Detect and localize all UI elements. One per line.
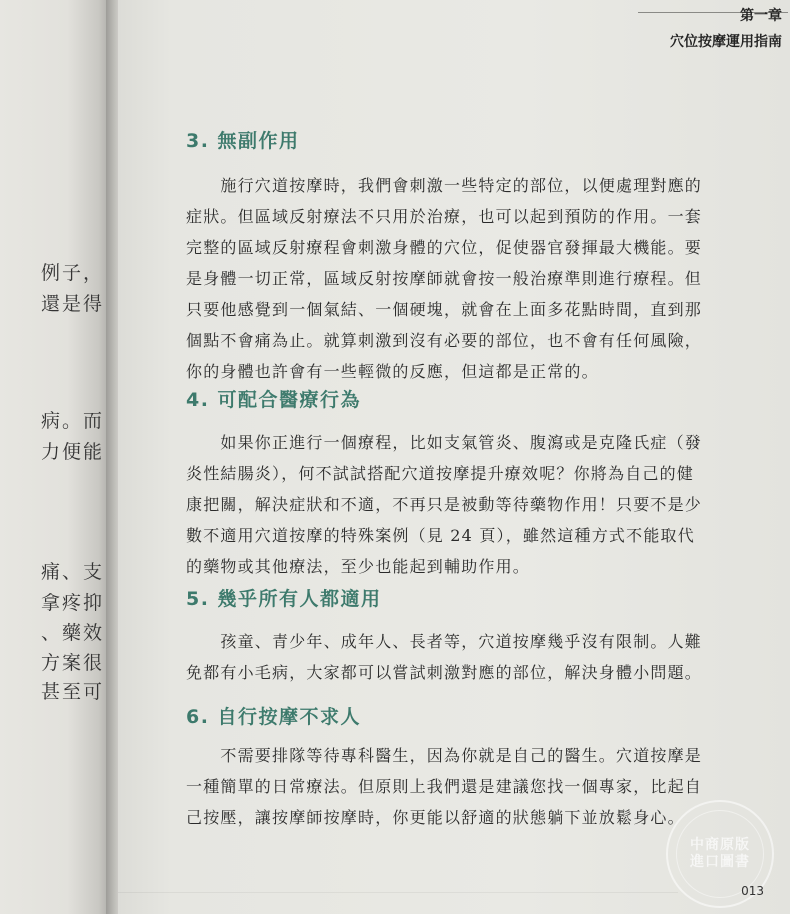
section-with-medical-treatment xyxy=(186,387,770,582)
paragraph-line: 一種簡單的日常療法。但原則上我們還是建議您找一個專家，比起自 xyxy=(186,777,703,796)
paragraph-line: 炎性結腸炎），何不試試搭配穴道按摩提升療效呢？你將為自己的健 xyxy=(186,464,695,483)
chapter-label: 第一章 xyxy=(740,8,782,24)
paragraph-line: 個點不會痛為止。就算刺激到沒有必要的部位，也不會有任何風險， xyxy=(186,331,703,350)
left-page-line: 甚至可 xyxy=(40,681,104,703)
page-number: 013 xyxy=(741,884,764,898)
paragraph-line: 己按壓，讓按摩師按摩時，你更能以舒適的狀態躺下並放鬆身心。 xyxy=(186,808,685,827)
paragraph-line: 完整的區域反射療程會刺激身體的穴位，促使器官發揮最大機能。要 xyxy=(186,238,703,257)
paragraph-line: 施行穴道按摩時，我們會刺激一些特定的部位，以便處理對應的 xyxy=(186,176,703,195)
left-page-line: 病。而 xyxy=(40,410,104,432)
section-paragraph xyxy=(186,170,770,387)
paragraph-line: 只要他感覺到一個氣結、一個硬塊，就會在上面多花點時間，直到那 xyxy=(186,300,703,319)
left-page-line: 、藥效 xyxy=(40,622,104,644)
left-page-line: 痛、支 xyxy=(40,561,104,583)
section-heading: 4. 可配合醫療行為 xyxy=(186,389,362,411)
paragraph-line: 你的身體也許會有一些輕微的反應，但這都是正常的。 xyxy=(186,362,599,381)
section-paragraph xyxy=(186,427,770,582)
stamp-text-line: 中商原版 xyxy=(690,837,750,853)
left-page-line: 還是得 xyxy=(40,293,104,315)
left-page-line: 力便能 xyxy=(40,441,104,463)
left-page xyxy=(0,0,112,914)
section-paragraph xyxy=(186,626,770,688)
paragraph-line: 孩童、青少年、成年人、長者等，穴道按摩幾乎沒有限制。人難 xyxy=(186,632,703,651)
section-heading: 5. 幾乎所有人都適用 xyxy=(186,588,382,610)
section-heading: 3. 無副作用 xyxy=(186,130,300,152)
left-page-line: 例子， xyxy=(40,262,104,284)
paragraph-line: 症狀。但區域反射療法不只用於治療，也可以起到預防的作用。一套 xyxy=(186,207,703,226)
paragraph-line: 不需要排隊等待專科醫生，因為你就是自己的醫生。穴道按摩是 xyxy=(186,746,703,765)
paragraph-line: 免都有小毛病，大家都可以嘗試刺激對應的部位，解決身體小問題。 xyxy=(186,663,703,682)
left-page-line: 方案很 xyxy=(40,652,104,674)
right-page xyxy=(118,0,790,914)
paragraph-line: 數不適用穴道按摩的特殊案例（見 24 頁），雖然這種方式不能取代 xyxy=(186,526,695,545)
paragraph-line: 康把關，解決症狀和不適，不再只是被動等待藥物作用！只要不是少 xyxy=(186,495,703,514)
paragraph-line: 是身體一切正常，區域反射按摩師就會按一般治療準則進行療程。但 xyxy=(186,269,703,288)
section-suitable-for-all xyxy=(186,586,770,688)
stamp-text-line: 進口圖書 xyxy=(690,854,750,870)
bottom-shadow xyxy=(118,892,678,893)
section-heading: 6. 自行按摩不求人 xyxy=(186,706,362,728)
left-page-line: 拿疼抑 xyxy=(40,592,104,614)
paragraph-line: 如果你正進行一個療程，比如支氣管炎、腹瀉或是克隆氏症（發 xyxy=(186,433,703,452)
paragraph-line: 的藥物或其他療法，至少也能起到輔助作用。 xyxy=(186,557,531,576)
chapter-subtitle: 穴位按摩運用指南 xyxy=(670,34,782,50)
section-no-side-effects xyxy=(186,128,770,387)
